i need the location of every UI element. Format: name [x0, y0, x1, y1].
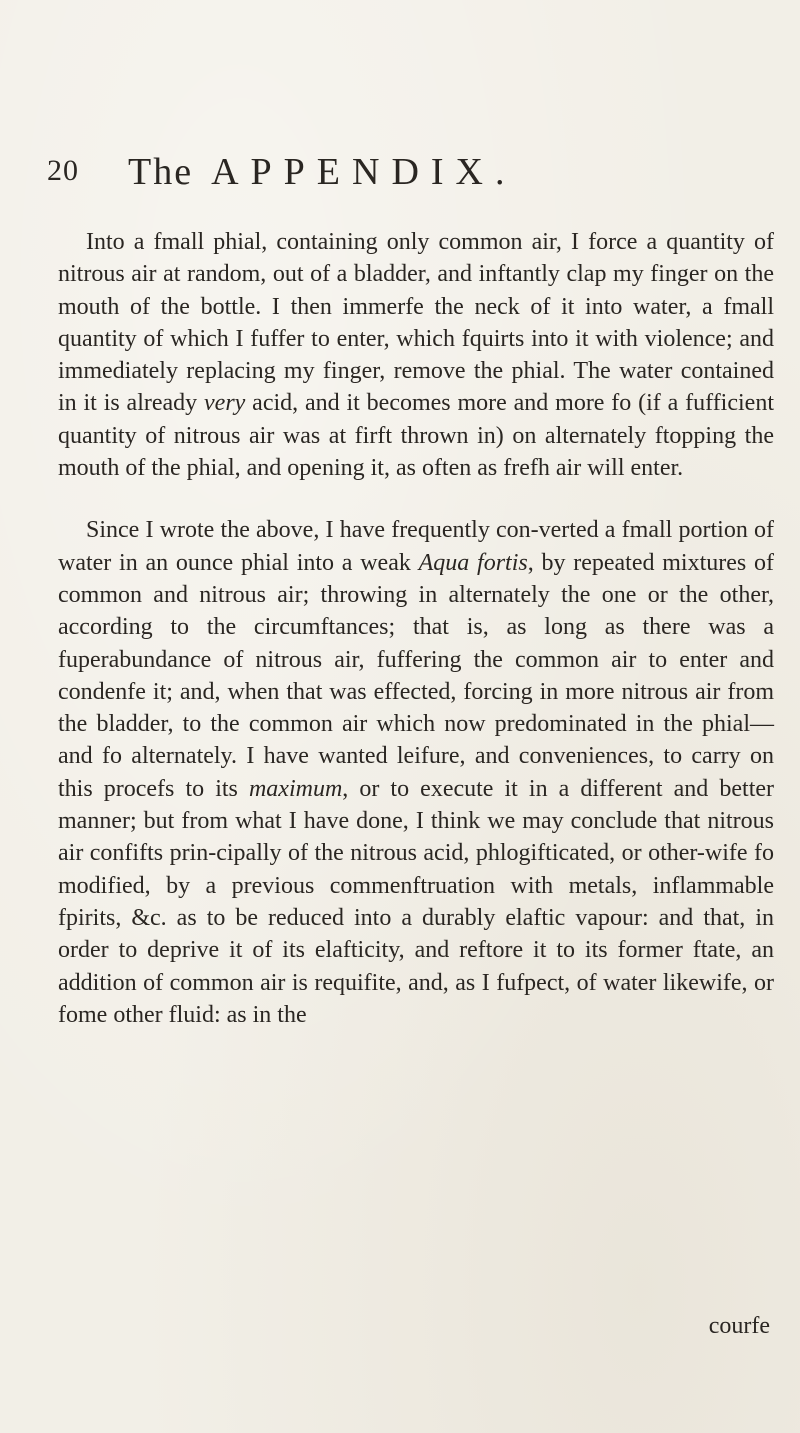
paragraph-2-segment: , or to execute it in a different and better manner; but from what I have done, I think we may conclude that nitrous air confifts prin-cipally of the nitrous acid, phlogifticated, or other-wife fo modified, by a previous commenftruation with metals, inflammable fpirits, &c. as to be reduced into a durably elaftic vapour: and that, in order to deprive it of its elafticity, and reftore it to its former ftate, an addition of common air is requifite, and, as I fufpect, of water likewife, or fome other fluid: as in the: [58, 775, 775, 1028]
paragraph-1-segment: Into a fmall phial, containing only common air, I force a quantity of nitrous air at random, out of a bladder, and inftantly clap my finger on the mouth of the bottle. I then immerfe the neck of it into water, a fmall quantity of which I fuffer to enter, which fquirts into it with violence; and immediately replacing my finger, remove the phial. The water contained in it is already: [58, 229, 774, 417]
paragraph-2-segment: , by repeated mixtures of common and nitrous air; throwing in alternately the one or the other, according to the circumftances; that is, as long as there was a fuperabundance of nitrous air, fuffering the common air to enter and condenfe it; and, when that was effected, forcing in more nitrous air from the bladder, to the common air which now predominated in the phial—and fo alternately. I have wanted leifure, and conveniences, to carry on this procefs to its: [58, 549, 775, 802]
paragraph-2-italic-aqua-fortis: Aqua fortis: [418, 549, 528, 576]
paragraph-1: [58, 226, 774, 484]
paragraph-1-italic-very: very: [204, 390, 246, 417]
body-text: [58, 226, 774, 1031]
page-header: [47, 150, 767, 200]
running-title-the: The: [128, 151, 194, 193]
running-title: [128, 150, 516, 194]
running-title-appendix: APPENDIX.: [211, 151, 517, 193]
paragraph-2-italic-maximum: maximum: [248, 775, 343, 802]
catchword: courfe: [708, 1313, 770, 1339]
page-number: 20: [47, 154, 79, 187]
paragraph-2-segment: Since I wrote the above, I have frequently con-verted a fmall portion of water in an ounce phial into a weak: [58, 517, 774, 576]
paragraph-1-segment: acid, and it becomes more and more fo (if a fufficient quantity of nitrous air was at firft thrown in) on alternately ftopping the mouth of the phial, and opening it, as often as frefh air will enter.: [58, 390, 774, 482]
paragraph-2: [58, 514, 774, 1031]
